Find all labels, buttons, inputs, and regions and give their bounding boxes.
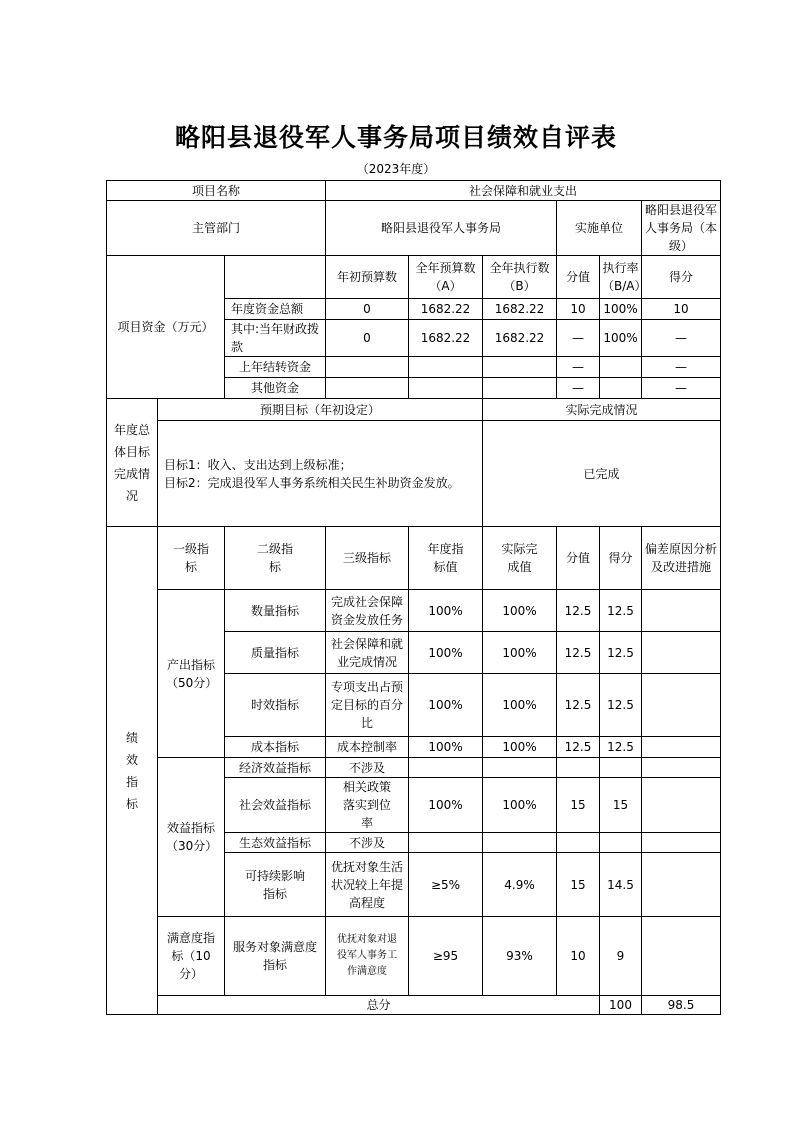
perf-target: 100% xyxy=(409,674,483,737)
perf-got: 14.5 xyxy=(600,853,642,917)
dept-label: 主管部门 xyxy=(107,201,326,256)
funds-cell: 100% xyxy=(600,299,642,320)
performance-table xyxy=(106,180,721,1015)
perf-level1: 产出指标（50分） xyxy=(158,590,225,758)
funds-row-label: 其他资金 xyxy=(225,378,326,399)
goal-1: 目标1：收入、支出达到上级标准； xyxy=(164,457,352,472)
perf-score: 15 xyxy=(557,853,600,917)
perf-header: 一级指标 xyxy=(158,527,225,590)
perf-level2: 经济效益指标 xyxy=(225,758,326,778)
perf-deviation xyxy=(642,778,721,833)
total-got: 98.5 xyxy=(642,996,721,1015)
perf-actual xyxy=(483,833,557,853)
funds-cell xyxy=(326,357,409,378)
perf-level2: 质量指标 xyxy=(225,632,326,674)
funds-cell: 100% xyxy=(600,320,642,357)
goals-planned-header: 预期目标（年初设定） xyxy=(158,399,483,421)
goals-actual-header: 实际完成情况 xyxy=(483,399,721,421)
perf-header: 二级指标 xyxy=(225,527,326,590)
perf-header: 得分 xyxy=(600,527,642,590)
perf-target: 100% xyxy=(409,632,483,674)
perf-level3: 专项支出占预定目标的百分比 xyxy=(326,674,409,737)
perf-actual: 100% xyxy=(483,632,557,674)
funds-cell: — xyxy=(557,378,600,399)
perf-deviation xyxy=(642,917,721,996)
perf-level3: 不涉及 xyxy=(326,758,409,778)
funds-cell: — xyxy=(557,320,600,357)
funds-header: 执行率（B/A） xyxy=(600,256,642,299)
funds-cell: 10 xyxy=(557,299,600,320)
perf-level3: 成本控制率 xyxy=(326,737,409,758)
perf-actual: 100% xyxy=(483,778,557,833)
perf-target: 100% xyxy=(409,590,483,632)
funds-cell: — xyxy=(642,357,721,378)
document-year: （2023年度） xyxy=(356,162,436,176)
perf-deviation xyxy=(642,632,721,674)
perf-level2: 成本指标 xyxy=(225,737,326,758)
funds-cell xyxy=(409,357,483,378)
perf-deviation xyxy=(642,833,721,853)
perf-deviation xyxy=(642,590,721,632)
funds-cell: 0 xyxy=(326,320,409,357)
total-score: 100 xyxy=(600,996,642,1015)
perf-actual: 4.9% xyxy=(483,853,557,917)
goals-actual: 已完成 xyxy=(483,421,721,527)
funds-row-label: 其中:当年财政拨款 xyxy=(225,320,326,357)
dept-value: 略阳县退役军人事务局 xyxy=(326,201,557,256)
perf-deviation xyxy=(642,674,721,737)
perf-got xyxy=(600,833,642,853)
perf-header: 三级指标 xyxy=(326,527,409,590)
perf-level3: 相关政策落实到位率 xyxy=(326,778,409,833)
perf-level2: 生态效益指标 xyxy=(225,833,326,853)
perf-level1: 效益指标（30分） xyxy=(158,758,225,917)
perf-got: 12.5 xyxy=(600,590,642,632)
perf-got: 12.5 xyxy=(600,632,642,674)
perf-level1: 满意度指标（10分） xyxy=(158,917,225,996)
funds-header: 年初预算数 xyxy=(326,256,409,299)
perf-deviation xyxy=(642,758,721,778)
perf-score xyxy=(557,758,600,778)
funds-cell: — xyxy=(642,378,721,399)
funds-header: 全年执行数（B） xyxy=(483,256,557,299)
funds-header: 得分 xyxy=(642,256,721,299)
perf-level2: 服务对象满意度指标 xyxy=(225,917,326,996)
funds-header-blank xyxy=(225,256,326,299)
perf-got: 12.5 xyxy=(600,737,642,758)
perf-actual: 93% xyxy=(483,917,557,996)
document-title: 略阳县退役军人事务局项目绩效自评表 xyxy=(174,123,617,152)
funds-cell xyxy=(600,378,642,399)
project-name-value: 社会保障和就业支出 xyxy=(326,181,721,201)
funds-header: 分值 xyxy=(557,256,600,299)
funds-header: 全年预算数（A） xyxy=(409,256,483,299)
total-label: 总分 xyxy=(158,996,600,1015)
perf-score: 12.5 xyxy=(557,674,600,737)
perf-header: 年度指标值 xyxy=(409,527,483,590)
perf-level2: 社会效益指标 xyxy=(225,778,326,833)
perf-target: 100% xyxy=(409,737,483,758)
funds-cell: — xyxy=(642,320,721,357)
perf-got: 15 xyxy=(600,778,642,833)
funds-label: 项目资金（万元） xyxy=(107,256,225,399)
impl-value: 略阳县退役军人事务局（本级） xyxy=(642,201,721,256)
perf-header: 偏差原因分析及改进措施 xyxy=(642,527,721,590)
funds-cell: 1682.22 xyxy=(409,299,483,320)
perf-got: 9 xyxy=(600,917,642,996)
perf-score: 12.5 xyxy=(557,590,600,632)
funds-cell xyxy=(483,378,557,399)
funds-cell: — xyxy=(557,357,600,378)
perf-got: 12.5 xyxy=(600,674,642,737)
funds-cell xyxy=(483,357,557,378)
impl-label: 实施单位 xyxy=(557,201,642,256)
funds-cell: 1682.22 xyxy=(409,320,483,357)
perf-target: ≥95 xyxy=(409,917,483,996)
goal-2: 目标2：完成退役军人事务系统相关民生补助资金发放。 xyxy=(164,475,460,490)
funds-cell: 1682.22 xyxy=(483,320,557,357)
perf-label: 绩效指标 xyxy=(107,527,158,1015)
perf-deviation xyxy=(642,853,721,917)
perf-score: 10 xyxy=(557,917,600,996)
goals-label: 年度总体目标完成情况 xyxy=(107,399,158,527)
perf-score xyxy=(557,833,600,853)
perf-target xyxy=(409,833,483,853)
perf-actual: 100% xyxy=(483,737,557,758)
perf-actual xyxy=(483,758,557,778)
funds-cell xyxy=(409,378,483,399)
perf-actual: 100% xyxy=(483,674,557,737)
perf-got xyxy=(600,758,642,778)
perf-target xyxy=(409,758,483,778)
funds-cell: 10 xyxy=(642,299,721,320)
perf-level3: 完成社会保障资金发放任务 xyxy=(326,590,409,632)
perf-level2: 可持续影响指标 xyxy=(225,853,326,917)
perf-score: 12.5 xyxy=(557,737,600,758)
perf-actual: 100% xyxy=(483,590,557,632)
perf-header: 分值 xyxy=(557,527,600,590)
perf-header: 实际完成值 xyxy=(483,527,557,590)
funds-cell xyxy=(600,357,642,378)
perf-score: 12.5 xyxy=(557,632,600,674)
perf-score: 15 xyxy=(557,778,600,833)
funds-row-label: 年度资金总额 xyxy=(225,299,326,320)
perf-level2: 时效指标 xyxy=(225,674,326,737)
perf-target: 100% xyxy=(409,778,483,833)
goals-planned xyxy=(158,421,483,527)
funds-cell: 1682.22 xyxy=(483,299,557,320)
perf-level3: 不涉及 xyxy=(326,833,409,853)
funds-row-label: 上年结转资金 xyxy=(225,357,326,378)
perf-level3: 社会保障和就业完成情况 xyxy=(326,632,409,674)
perf-level3: 优抚对象对退役军人事务工作满意度 xyxy=(326,917,409,996)
funds-cell xyxy=(326,378,409,399)
funds-cell: 0 xyxy=(326,299,409,320)
perf-deviation xyxy=(642,737,721,758)
perf-level2: 数量指标 xyxy=(225,590,326,632)
perf-level3: 优抚对象生活状况较上年提高程度 xyxy=(326,853,409,917)
perf-target: ≥5% xyxy=(409,853,483,917)
project-name-label: 项目名称 xyxy=(107,181,326,201)
